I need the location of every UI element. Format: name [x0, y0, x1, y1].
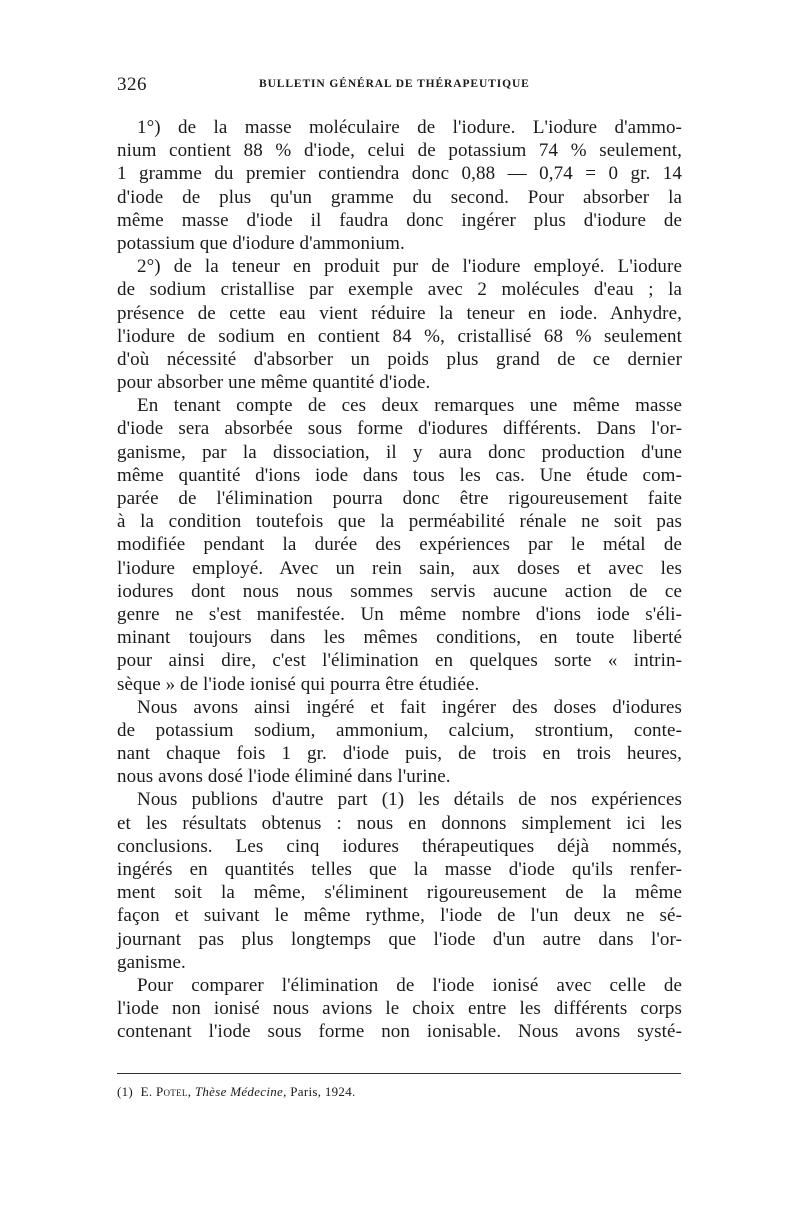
body-text	[117, 116, 682, 1044]
text-line: pour ainsi dire, c'est l'élimination en quelques sorte « intrin-	[117, 650, 682, 672]
text-line: l'iode non ionisé nous avions le choix entre les différents corps	[117, 998, 682, 1020]
text-line: d'iode sera absorbée sous forme d'iodures différents. Dans l'or-	[117, 418, 682, 440]
text-line: Nous publions d'autre part (1) les détails de nos expériences	[137, 789, 682, 811]
text-line: ganisme, par la dissociation, il y aura donc production d'une	[117, 441, 682, 463]
text-line: contenant l'iode sous forme non ionisable. Nous avons systé-	[117, 1021, 682, 1043]
running-head: BULLETIN GÉNÉRAL DE THÉRAPEUTIQUE	[259, 78, 530, 90]
text-line: 1°) de la masse moléculaire de l'iodure. L'iodure d'ammo-	[137, 117, 682, 138]
text-line: genre ne s'est manifestée. Un même nombre d'ions iode s'éli-	[117, 603, 682, 625]
text-line: nous avons dosé l'iode éliminé dans l'urine.	[117, 766, 451, 788]
text-line: et les résultats obtenus : nous en donnons simplement ici les	[117, 812, 682, 834]
text-line: nant chaque fois 1 gr. d'iode puis, de trois en trois heures,	[117, 743, 682, 765]
footnote-title: Thèse Médecine,	[194, 1084, 287, 1099]
text-line: parée de l'élimination pourra donc être rigoureusement faite	[117, 488, 682, 509]
page-number: 326	[117, 74, 147, 95]
text-line: pour absorber une même quantité d'iode.	[117, 372, 431, 394]
footnote-rule	[117, 1073, 681, 1074]
text-line: Pour comparer l'élimination de l'iode ionisé avec celle de	[137, 974, 682, 996]
text-line: l'iodure employé. Avec un rein sain, aux doses et avec les	[117, 557, 682, 579]
text-line: potassium que d'iodure d'ammonium.	[117, 232, 405, 254]
text-line: même quantité d'ions iode dans tous les cas. Une étude com-	[117, 464, 682, 486]
text-line: conclusions. Les cinq iodures thérapeutiques déjà nommés,	[117, 835, 682, 857]
text-line: ment soit la même, s'éliminent rigoureusement de la même	[117, 882, 682, 904]
text-line: sèque » de l'iode ionisé qui pourra être étudiée.	[117, 673, 480, 695]
text-line: d'iode de plus qu'un gramme du second. Pour absorber la	[117, 186, 682, 208]
text-line: même masse d'iode il faudra donc ingérer plus d'iodure de	[117, 209, 682, 231]
footnote-rest: Paris, 1924.	[290, 1084, 356, 1099]
text-line: de sodium cristallise par exemple avec 2 molécules d'eau ; la	[117, 279, 682, 301]
text-line: à la condition toutefois que la perméabilité rénale ne soit pas	[117, 511, 682, 533]
footnote	[117, 1084, 356, 1100]
text-line: En tenant compte de ces deux remarques une même masse	[137, 395, 682, 417]
text-line: journant pas plus longtemps que l'iode d'un autre dans l'or-	[117, 928, 682, 950]
text-line: 1 gramme du premier contiendra donc 0,88 — 0,74 = 0 gr. 14	[117, 163, 682, 185]
text-line: d'où nécessité d'absorber un poids plus grand de ce dernier	[117, 348, 682, 370]
text-line: ingérés en quantités telles que la masse d'iode qu'ils renfer-	[117, 859, 682, 880]
text-line: 2°) de la teneur en produit pur de l'iodure employé. L'iodure	[137, 256, 682, 278]
text-line: présence de cette eau vient réduire la teneur en iode. Anhydre,	[117, 302, 682, 324]
text-line: iodures dont nous nous sommes servis aucune action de ce	[117, 580, 682, 602]
footnote-author: E. Potel,	[140, 1084, 192, 1099]
text-line: Nous avons ainsi ingéré et fait ingérer des doses d'iodures	[137, 696, 682, 718]
text-line: l'iodure de sodium en contient 84 %, cristallisé 68 % seulement	[117, 325, 682, 347]
text-line: ganisme.	[117, 951, 186, 973]
text-line: façon et suivant le même rythme, l'iode de l'un deux ne sé-	[117, 905, 682, 927]
footnote-mark: (1)	[117, 1084, 134, 1099]
text-line: nium contient 88 % d'iode, celui de potassium 74 % seulement,	[117, 140, 682, 162]
page-header	[117, 74, 682, 96]
text-line: minant toujours dans les mêmes conditions, en toute liberté	[117, 627, 682, 649]
text-line: modifiée pendant la durée des expériences par le métal de	[117, 534, 682, 556]
text-line: de potassium sodium, ammonium, calcium, strontium, conte-	[117, 719, 682, 741]
